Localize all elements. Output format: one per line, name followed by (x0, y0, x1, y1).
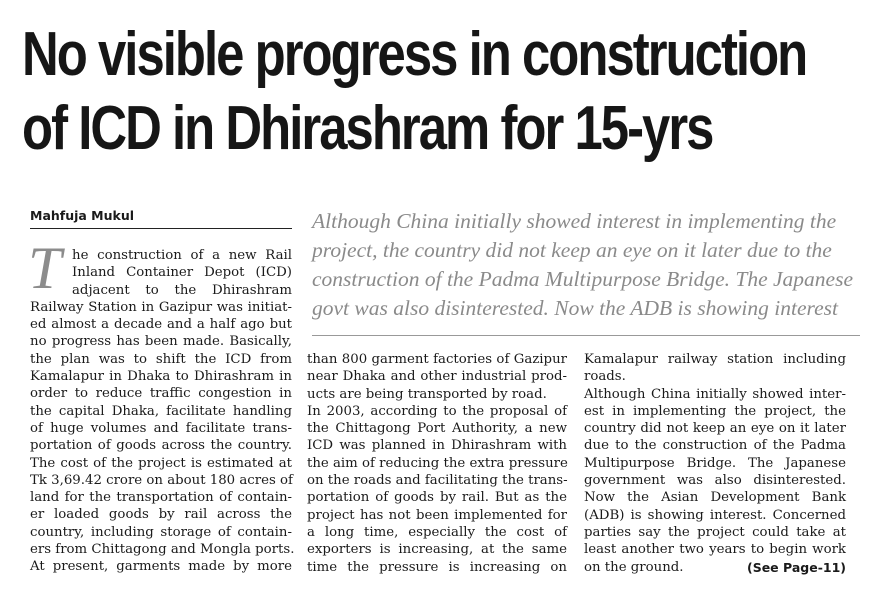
column-line: the capital Dhaka, facilitate handling (30, 403, 292, 419)
column-line: order to reduce traffic congestion in (30, 386, 292, 402)
column-line: the aim of reducing the extra pressure (307, 455, 568, 471)
column-line: the Chittagong Port Authority, a new (307, 421, 567, 437)
column-line: ucts are being transported by road. (307, 386, 547, 402)
pull-quote-line: project, the country did not keep an eye on it later due to the (312, 238, 832, 262)
column-line: Although China initially showed inter- (584, 386, 846, 402)
column-line: adjacent to the Dhirashram (72, 282, 292, 298)
pull-quote-line: Although China initially showed interest in implementing the (312, 209, 837, 233)
column-line: no progress has been made. Basically, (30, 334, 292, 350)
column-line: Multipurpose Bridge. The Japanese (584, 455, 846, 471)
byline-divider (30, 228, 292, 229)
column-line: a long time, especially the cost of (307, 524, 567, 540)
column-line: due to the construction of the Padma (584, 438, 846, 454)
column-line: Tk 3,69.42 crore on about 180 acres of (30, 472, 293, 488)
drop-cap: T (28, 235, 62, 301)
column-line: least another two years to begin work (584, 542, 846, 558)
column-line: portation of goods by rail. But as the (307, 490, 567, 506)
pull-quote-line: construction of the Padma Multipurpose Bridge. The Japanese (312, 267, 854, 291)
column-line: parties say the project could take at (584, 524, 846, 540)
byline: Mahfuja Mukul (30, 208, 135, 223)
column-line: Kamalapur in Dhaka to Dhirashram in (30, 369, 292, 385)
column-line: land for the transportation of contain- (30, 490, 292, 506)
column-line-closing (584, 559, 846, 576)
column-line: portation of goods across the country. (30, 438, 292, 454)
article-column-2 (307, 351, 567, 576)
column-line: roads. (584, 369, 626, 385)
headline-line-1: No visible progress in construction (22, 20, 807, 89)
column-line: he construction of a new Rail (72, 248, 292, 263)
headline (22, 18, 807, 166)
column-line: the plan was to shift the ICD from (30, 351, 292, 367)
column-line: near Dhaka and other industrial prod- (307, 369, 567, 385)
column-line: than 800 garment factories of Gazipur (307, 352, 567, 367)
column-line: In 2003, according to the proposal of (307, 403, 567, 419)
column-line: er loaded goods by rail across the (30, 507, 292, 523)
column-line: The cost of the project is estimated at (30, 455, 292, 471)
continuation-link[interactable]: (See Page-11) (746, 559, 846, 575)
column-line: ers from Chittagong and Mongla ports. (30, 542, 295, 558)
column-line: est in implementing the project, the (584, 403, 846, 419)
pull-quote (312, 207, 860, 323)
column-line: country, including storage of contain- (30, 524, 292, 540)
column-line: Kamalapur railway station including (584, 352, 846, 367)
article-column-1 (30, 247, 295, 576)
column-line: exporters is increasing, at the same (307, 542, 567, 558)
pull-quote-line: govt was also disinterested. Now the ADB is showing interest (312, 296, 838, 320)
column-line: of huge volumes and facilitate trans- (30, 420, 292, 436)
column-line: country did not keep an eye on it later (584, 421, 846, 437)
pull-quote-divider (312, 335, 860, 336)
headline-line-2: of ICD in Dhirashram for 15-yrs (22, 94, 713, 163)
column-line: (ADB) is showing interest. Concerned (584, 507, 846, 523)
column-line: Now the Asian Development Bank (584, 490, 846, 506)
column-line: project has not been implemented for (307, 507, 567, 523)
column-line: time the pressure is increasing on (307, 559, 567, 575)
column-line: on the ground. (584, 559, 684, 575)
column-line: ICD was planned in Dhirashram with (307, 438, 567, 454)
column-line: government was also disinterested. (584, 473, 846, 489)
column-line: At present, garments made by more (30, 559, 292, 575)
column-line: Railway Station in Gazipur was initiat- (30, 299, 292, 315)
column-line: on the roads and facilitating the trans- (307, 473, 568, 489)
column-line: ed almost a decade and a half ago but (30, 317, 292, 333)
article-column-3 (584, 351, 846, 576)
column-line: Inland Container Depot (ICD) (72, 265, 292, 281)
